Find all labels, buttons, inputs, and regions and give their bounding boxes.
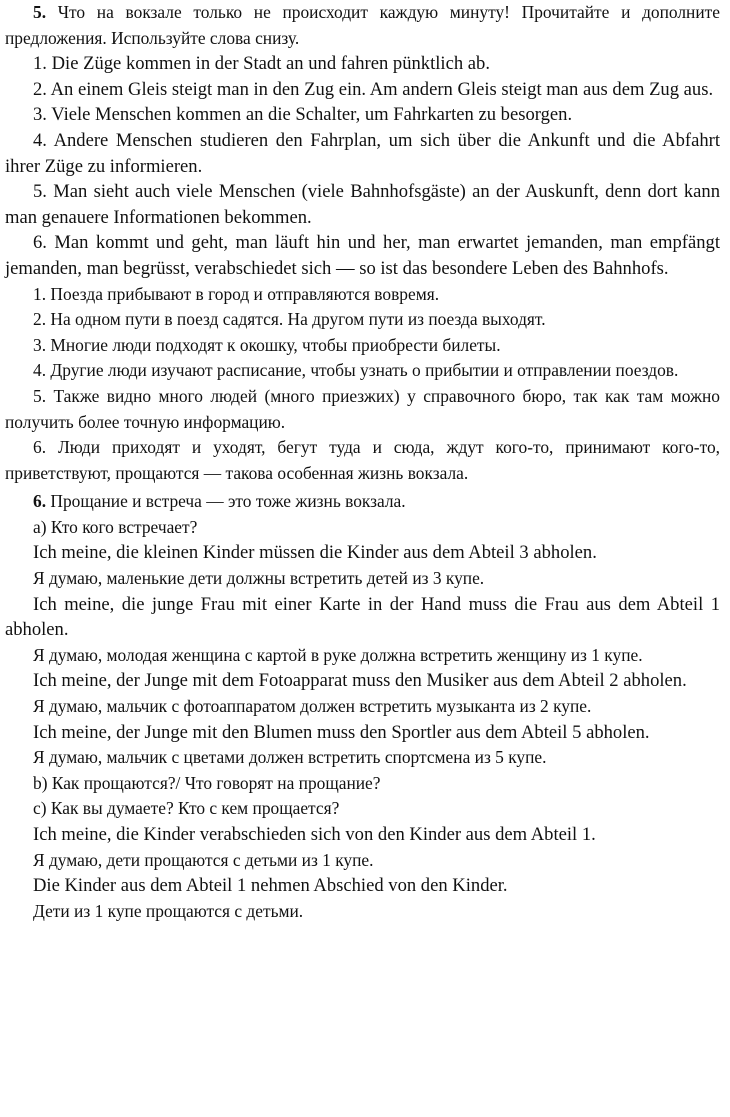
section-6-title	[5, 489, 720, 515]
answer-a-1-german: Ich meine, die kleinen Kinder müssen die Kinder aus dem Abteil 3 abholen.	[33, 542, 597, 564]
russian-sentence-4: 4. Другие люди изучают расписание, чтобы узнать о прибытии и отправлении поездов.	[33, 360, 679, 381]
answer-a-1-russian: Я думаю, маленькие дети должны встретить детей из 3 купе.	[33, 568, 485, 589]
russian-sentence-1: 1. Поезда прибывают в город и отправляются вовремя.	[33, 283, 440, 304]
answer-c-1-german: Ich meine, die Kinder verabschieden sich von den Kinder aus dem Abteil 1.	[33, 824, 596, 845]
russian-sentence-5: 5. Также видно много людей (много приезжих) у справочного бюро, так как там можно получить более точную информацию.	[5, 385, 720, 432]
section-5-number: 5.	[33, 2, 47, 22]
german-sentence-2: 2. An einem Gleis steigt man in den Zug ein. Am andern Gleis steigt man aus dem Zug aus.	[33, 78, 714, 100]
question-c: c) Как вы думаете? Кто с кем прощается?	[33, 798, 340, 819]
section-5-intro-text: Что на вокзале только не происходит каждую минуту! Прочитайте и дополните предложения. Используйте слова снизу.	[5, 2, 720, 48]
german-sentence-4: 4. Andere Menschen studieren den Fahrplan, um sich über die Ankunft und die Abfahrt ihrer Züge zu informieren.	[5, 129, 720, 177]
answer-a-4-german: Ich meine, der Junge mit den Blumen muss den Sportler aus dem Abteil 5 abholen.	[33, 721, 650, 743]
section-5-intro	[5, 0, 720, 51]
german-sentence-5: 5. Man sieht auch viele Menschen (viele Bahnhofsgäste) an der Auskunft, denn dort kann man genauere Informationen bekommen.	[5, 181, 720, 228]
answer-a-2-russian: Я думаю, молодая женщина с картой в руке должна встретить женщину из 1 купе.	[33, 644, 643, 665]
russian-sentence-2: 2. На одном пути в поезд садятся. На другом пути из поезда выходят.	[33, 309, 546, 330]
question-b: b) Как прощаются?/ Что говорят на прощание?	[33, 772, 381, 793]
question-a: а) Кто кого встречает?	[33, 516, 198, 537]
german-sentence-3: 3. Viele Menschen kommen an die Schalter, um Fahrkarten zu besorgen.	[33, 104, 573, 126]
answer-c-1-russian: Я думаю, дети прощаются с детьми из 1 купе.	[33, 849, 374, 870]
section-6-title-text: Прощание и встреча — это тоже жизнь вокзала.	[50, 491, 406, 512]
answer-a-4-russian: Я думаю, мальчик с цветами должен встретить спортсмена из 5 купе.	[33, 747, 547, 768]
section-6-number: 6.	[33, 491, 47, 512]
russian-sentence-3: 3. Многие люди подходят к окошку, чтобы приобрести билеты.	[33, 334, 501, 355]
answer-a-2-german: Ich meine, die junge Frau mit einer Karte in der Hand muss die Frau aus dem Abteil 1 abholen.	[5, 593, 720, 641]
german-sentence-1: 1. Die Züge kommen in der Stadt an und fahren pünktlich ab.	[33, 53, 490, 75]
answer-a-3-german: Ich meine, der Junge mit dem Fotoapparat muss den Musiker aus dem Abteil 2 abholen.	[33, 670, 687, 692]
answer-a-3-russian: Я думаю, мальчик с фотоаппаратом должен встретить музыканта из 2 купе.	[33, 696, 592, 717]
answer-c-2-german: Die Kinder aus dem Abteil 1 nehmen Abschied von den Kinder.	[33, 875, 508, 897]
answer-c-2-russian: Дети из 1 купе прощаются с детьми.	[33, 900, 304, 921]
german-sentence-6: 6. Man kommt und geht, man läuft hin und her, man erwartet jemanden, man empfängt jemanden, man begrüsst, verabschiedet sich — so ist das besondere Leben des Bahnhofs.	[5, 232, 720, 279]
russian-sentence-6: 6. Люди приходят и уходят, бегут туда и сюда, ждут кого-то, принимают кого-то, приветствуют, прощаются — такова особенная жизнь вокзала.	[5, 437, 720, 483]
